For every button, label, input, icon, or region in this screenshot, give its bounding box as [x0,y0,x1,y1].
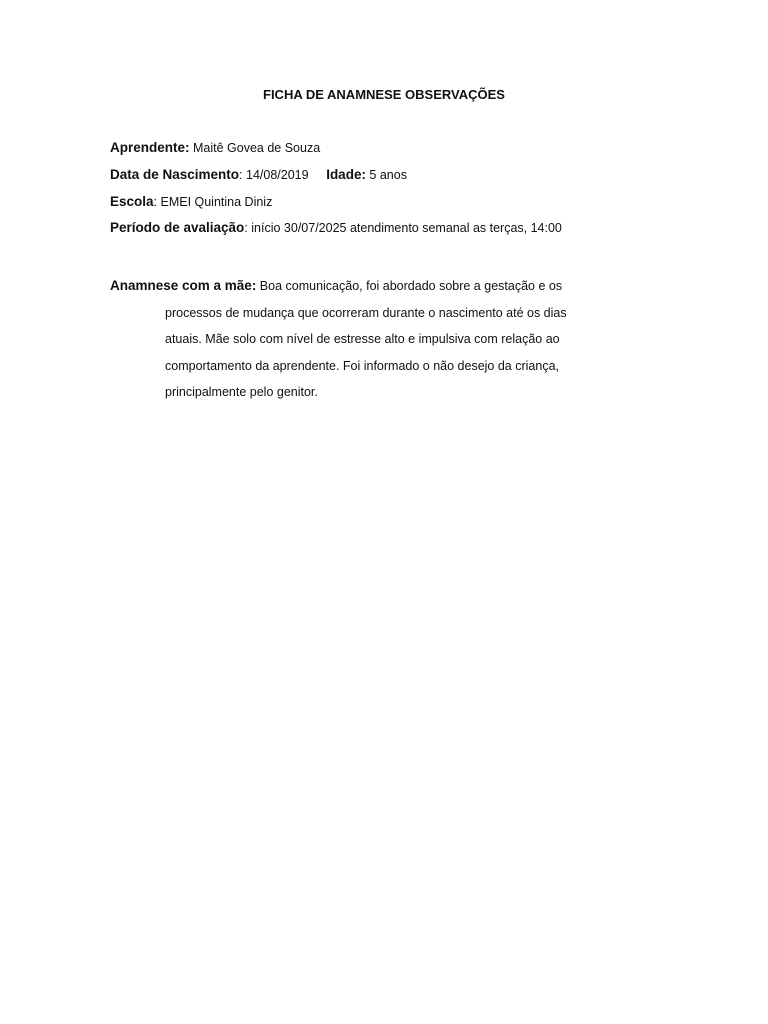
periodo-value: : início 30/07/2025 atendimento semanal as terças, 14:00 [244,221,562,235]
anamnese-label: Anamnese com a mãe: [110,278,257,293]
field-escola [110,193,272,211]
anamnese-line: atuais. Mãe solo com nível de estresse alto e impulsiva com relação ao [165,332,560,347]
anamnese-paragraph [110,273,615,406]
field-aprendente [110,139,320,157]
aprendente-label: Aprendente: [110,140,190,155]
document-title: FICHA DE ANAMNESE OBSERVAÇÕES [263,87,505,102]
escola-value: : EMEI Quintina Diniz [153,195,273,209]
periodo-label: Período de avaliação [110,220,245,235]
anamnese-line: comportamento da aprendente. Foi informado o não desejo da criança, [165,358,559,373]
aprendente-value: Maitê Govea de Souza [189,141,321,155]
field-periodo [110,219,562,237]
nascimento-value: : 14/08/2019 [239,168,309,182]
idade-label: Idade: [326,167,366,182]
idade-value: 5 anos [365,168,407,182]
field-nascimento [110,166,407,184]
field-idade [326,166,407,184]
anamnese-continuation [110,300,615,406]
anamnese-line: principalmente pelo genitor. [165,385,318,400]
escola-label: Escola [110,194,154,209]
nascimento-label: Data de Nascimento [110,167,240,182]
anamnese-line: processos de mudança que ocorreram durante o nascimento até os dias [165,305,567,320]
anamnese-first-line [110,273,615,300]
anamnese-text-start: Boa comunicação, foi abordado sobre a gestação e os [256,279,563,293]
